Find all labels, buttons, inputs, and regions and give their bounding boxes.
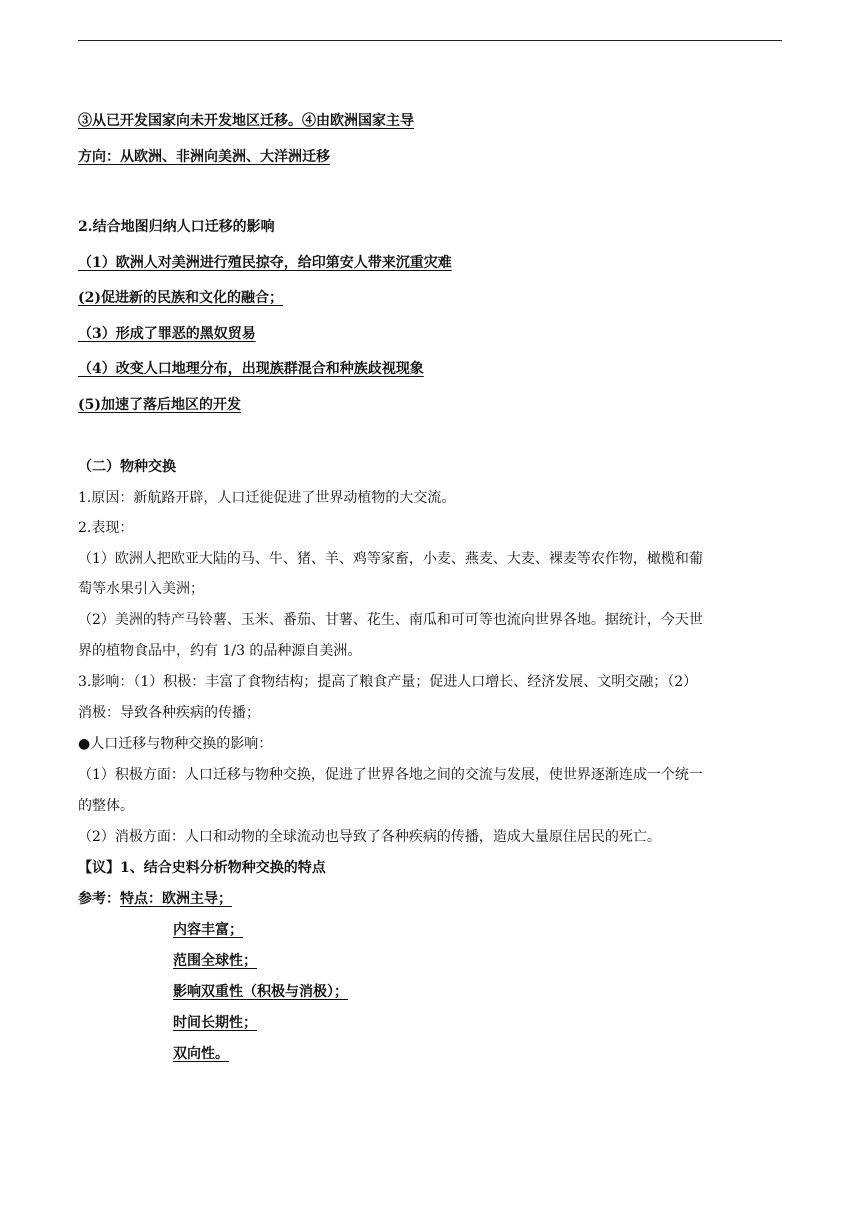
positive-line-2: 的整体。 [78,798,134,814]
trait-item-6: 双向性。 [173,1046,229,1062]
trait-item-1: 特点：欧洲主导； [120,891,232,907]
trait-item-2: 内容丰富； [173,922,243,938]
impact-item-3: （3）形成了罪恶的黑奴贸易 [78,326,256,342]
manifest-2-line-1: （2）美洲的特产马铃薯、玉米、番茄、甘薯、花生、南瓜和可可等也流向世界各地。据统计，今天世 [78,612,703,628]
species-manifest-label: 2.表现： [78,520,134,536]
trait-item-3: 范围全球性； [173,953,257,969]
header-rule [78,40,782,41]
reference-line [78,889,782,909]
manifest-1-line-1: （1）欧洲人把欧亚大陆的马、牛、猪、羊、鸡等家畜，小麦、燕麦、大麦、裸麦等农作物，橄榄和葡 [78,551,703,567]
impact-item-1: （1）欧洲人对美洲进行殖民掠夺，给印第安人带来沉重灾难 [78,255,452,271]
impact-item-5: (5)加速了落后地区的开发 [78,397,241,413]
migration-feature-line: ③从已开发国家向未开发地区迁移。④由欧洲国家主导 [78,113,414,129]
trait-item-5: 时间长期性； [173,1015,257,1031]
trait-item-4: 影响双重性（积极与消极）； [173,984,348,1000]
summary-label: ●人口迁移与物种交换的影响： [78,736,273,752]
positive-line-1: （1）积极方面：人口迁移与物种交换，促进了世界各地之间的交流与发展，使世界逐渐连成一个统一 [78,767,703,783]
reference-label: 参考： [78,891,120,907]
species-exchange-heading: （二）物种交换 [78,459,176,475]
manifest-1-line-2: 萄等水果引入美洲； [78,581,204,597]
effect-line-1: 3.影响：（1）积极：丰富了食物结构；提高了粮食产量；促进人口增长、经济发展、文明交融；（2） [78,674,698,690]
migration-direction-line: 方向：从欧洲、非洲向美洲、大洋洲迁移 [78,149,330,165]
discussion-prompt: 【议】1、结合史料分析物种交换的特点 [78,860,326,876]
negative-line: （2）消极方面：人口和动物的全球流动也导致了各种疾病的传播，造成大量原住居民的死亡。 [78,829,661,845]
manifest-2-line-2: 界的植物食品中，约有 1/3 的品种源自美洲。 [78,643,362,659]
impact-item-2: (2)促进新的民族和文化的融合； [78,290,283,306]
question-2-heading: 2.结合地图归纳人口迁移的影响 [78,219,275,235]
species-cause: 1.原因：新航路开辟，人口迁徙促进了世界动植物的大交流。 [78,490,456,506]
effect-line-2: 消极：导致各种疾病的传播； [78,705,260,721]
impact-item-4: （4）改变人口地理分布，出现族群混合和种族歧视现象 [78,361,424,377]
